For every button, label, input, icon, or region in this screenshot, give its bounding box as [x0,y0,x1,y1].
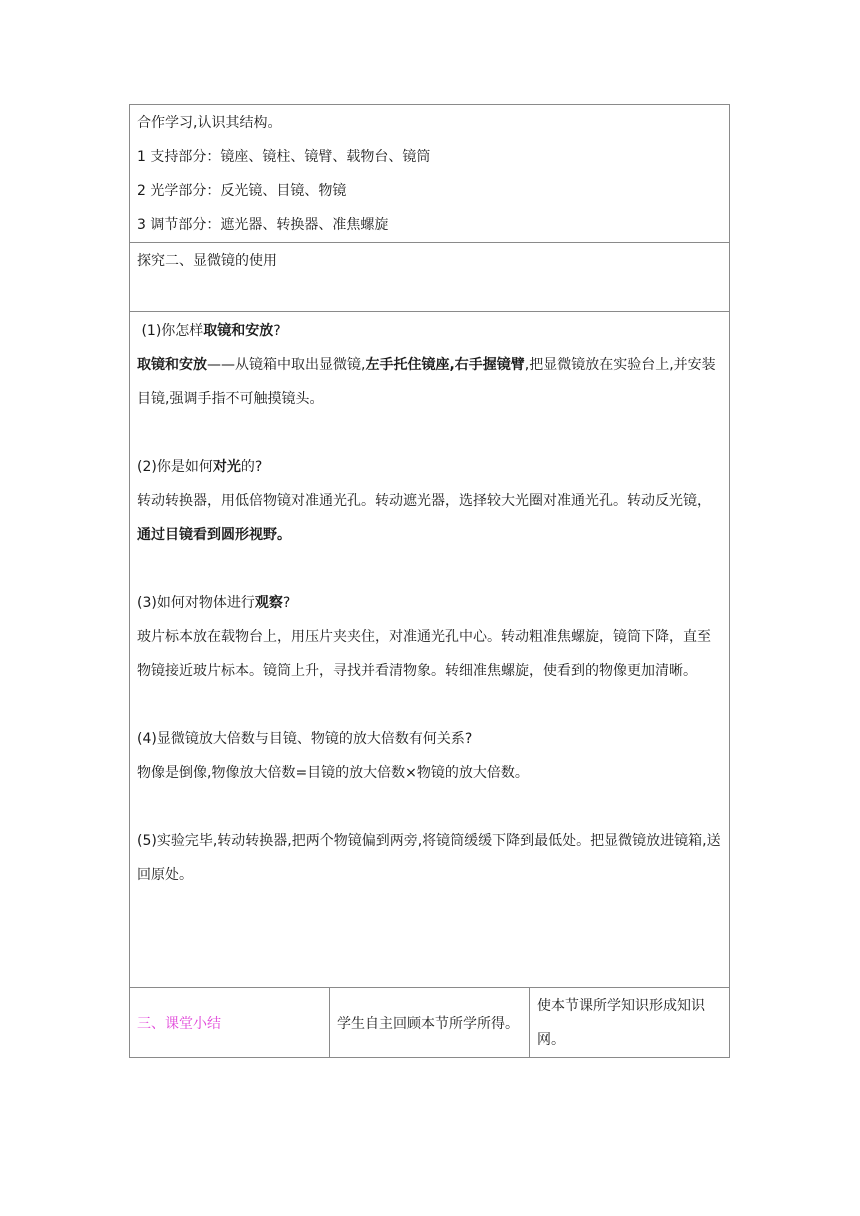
question-4: (4)显微镜放大倍数与目镜、物镜的放大倍数有何关系? [137,731,473,747]
question-1: (1)你怎样取镜和安放? [141,323,281,339]
summary-purpose: 使本节课所学知识形成知识网。 [530,988,730,1058]
usage-row [130,312,730,988]
summary-student-activity: 学生自主回顾本节所学所得。 [330,988,530,1058]
explore-row [130,243,730,312]
answer-4: 物像是倒像,物像放大倍数=目镜的放大倍数×物镜的放大倍数。 [137,765,529,781]
explore-cell [130,243,730,312]
explore2-title: 探究二、显微镜的使用 [137,253,277,269]
step-5: (5)实验完毕,转动转换器,把两个物镜偏到两旁,将镜筒缓缓下降到最低处。把显微镜放进镜箱,送回原处。 [137,833,721,883]
summary-section-heading: 三、课堂小结 [130,988,330,1058]
usage-cell [130,312,730,988]
answer-2: 转动转换器，用低倍物镜对准通光孔。转动遮光器，选择较大光圈对准通光孔。转动反光镜，通过目镜看到圆形视野。 [137,493,711,543]
question-3: (3)如何对物体进行观察? [137,595,291,611]
answer-1: 取镜和安放——从镜箱中取出显微镜,左手托住镜座,右手握镜臂,把显微镜放在实验台上,并安装目镜,强调手指不可触摸镜头。 [137,357,716,407]
lesson-table [129,104,730,1058]
structure-support: 1 支持部分：镜座、镜柱、镜臂、载物台、镜筒 [137,149,431,165]
structure-optical: 2 光学部分：反光镜、目镜、物镜 [137,183,347,199]
question-2: (2)你是如何对光的? [137,459,263,475]
structure-cell [130,105,730,243]
structure-row [130,105,730,243]
structure-adjust: 3 调节部分：遮光器、转换器、准焦螺旋 [137,217,389,233]
answer-3: 玻片标本放在载物台上，用压片夹夹住，对准通光孔中心。转动粗准焦螺旋，镜筒下降，直至物镜接近玻片标本。镜筒上升，寻找并看清物象。转细准焦螺旋，使看到的物像更加清晰。 [137,629,711,679]
structure-intro: 合作学习,认识其结构。 [137,115,282,131]
summary-row [130,988,730,1058]
